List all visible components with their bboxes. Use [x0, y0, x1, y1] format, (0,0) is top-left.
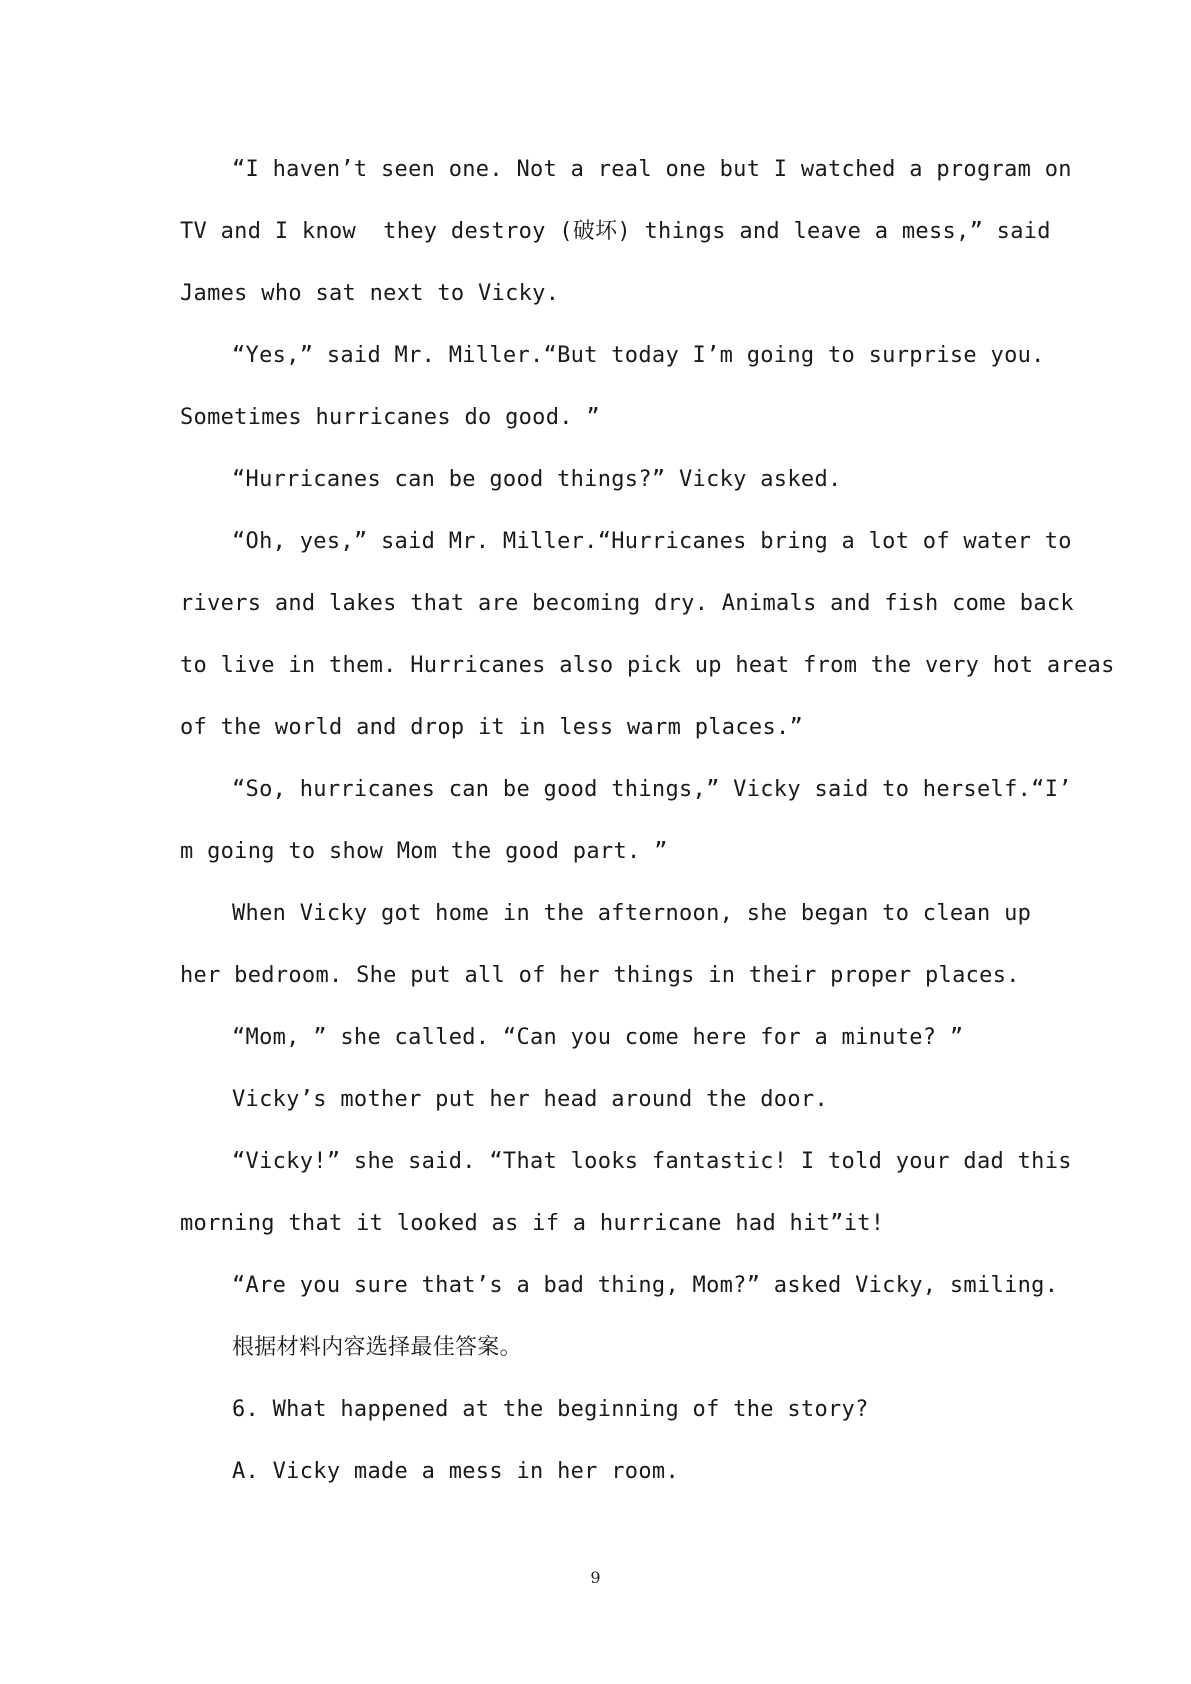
text-line: “So, hurricanes can be good things,” Vicky said to herself.“I’ — [232, 777, 1072, 802]
text-line: m going to show Mom the good part. ” — [180, 839, 668, 864]
text-line: Sometimes hurricanes do good. ” — [180, 405, 600, 430]
text-line: “Yes,” said Mr. Miller.“But today I’m going to surprise you. — [232, 343, 1045, 368]
text-line: rivers and lakes that are becoming dry. Animals and fish come back — [180, 591, 1074, 616]
question-6: 6. What happened at the beginning of the story? — [232, 1397, 869, 1422]
text-line: “Mom, ” she called. “Can you come here for a minute? ” — [232, 1025, 964, 1050]
text-line: James who sat next to Vicky. — [180, 281, 560, 306]
text-line: morning that it looked as if a hurricane had hit”it! — [180, 1211, 885, 1236]
text-line: “Oh, yes,” said Mr. Miller.“Hurricanes bring a lot of water to — [232, 529, 1072, 554]
text-line: TV and I know they destroy (破坏) things and leave a mess,” said — [180, 219, 1051, 244]
text-line: Vicky’s mother put her head around the door. — [232, 1087, 828, 1112]
text-line: “Are you sure that’s a bad thing, Mom?” asked Vicky, smiling. — [232, 1273, 1059, 1298]
page-number: 9 — [590, 1568, 601, 1587]
question-instruction: 根据材料内容选择最佳答案。 — [232, 1335, 522, 1360]
text-line: her bedroom. She put all of her things in their proper places. — [180, 963, 1020, 988]
text-line: “Vicky!” she said. “That looks fantastic! I told your dad this — [232, 1149, 1072, 1174]
text-line: “I haven’t seen one. Not a real one but I watched a program on — [232, 157, 1072, 182]
text-line: of the world and drop it in less warm places.” — [180, 715, 804, 740]
answer-option-a: A. Vicky made a mess in her room. — [232, 1459, 679, 1484]
text-line: When Vicky got home in the afternoon, she began to clean up — [232, 901, 1032, 926]
text-line: to live in them. Hurricanes also pick up heat from the very hot areas — [180, 653, 1115, 678]
text-line: “Hurricanes can be good things?” Vicky asked. — [232, 467, 842, 492]
